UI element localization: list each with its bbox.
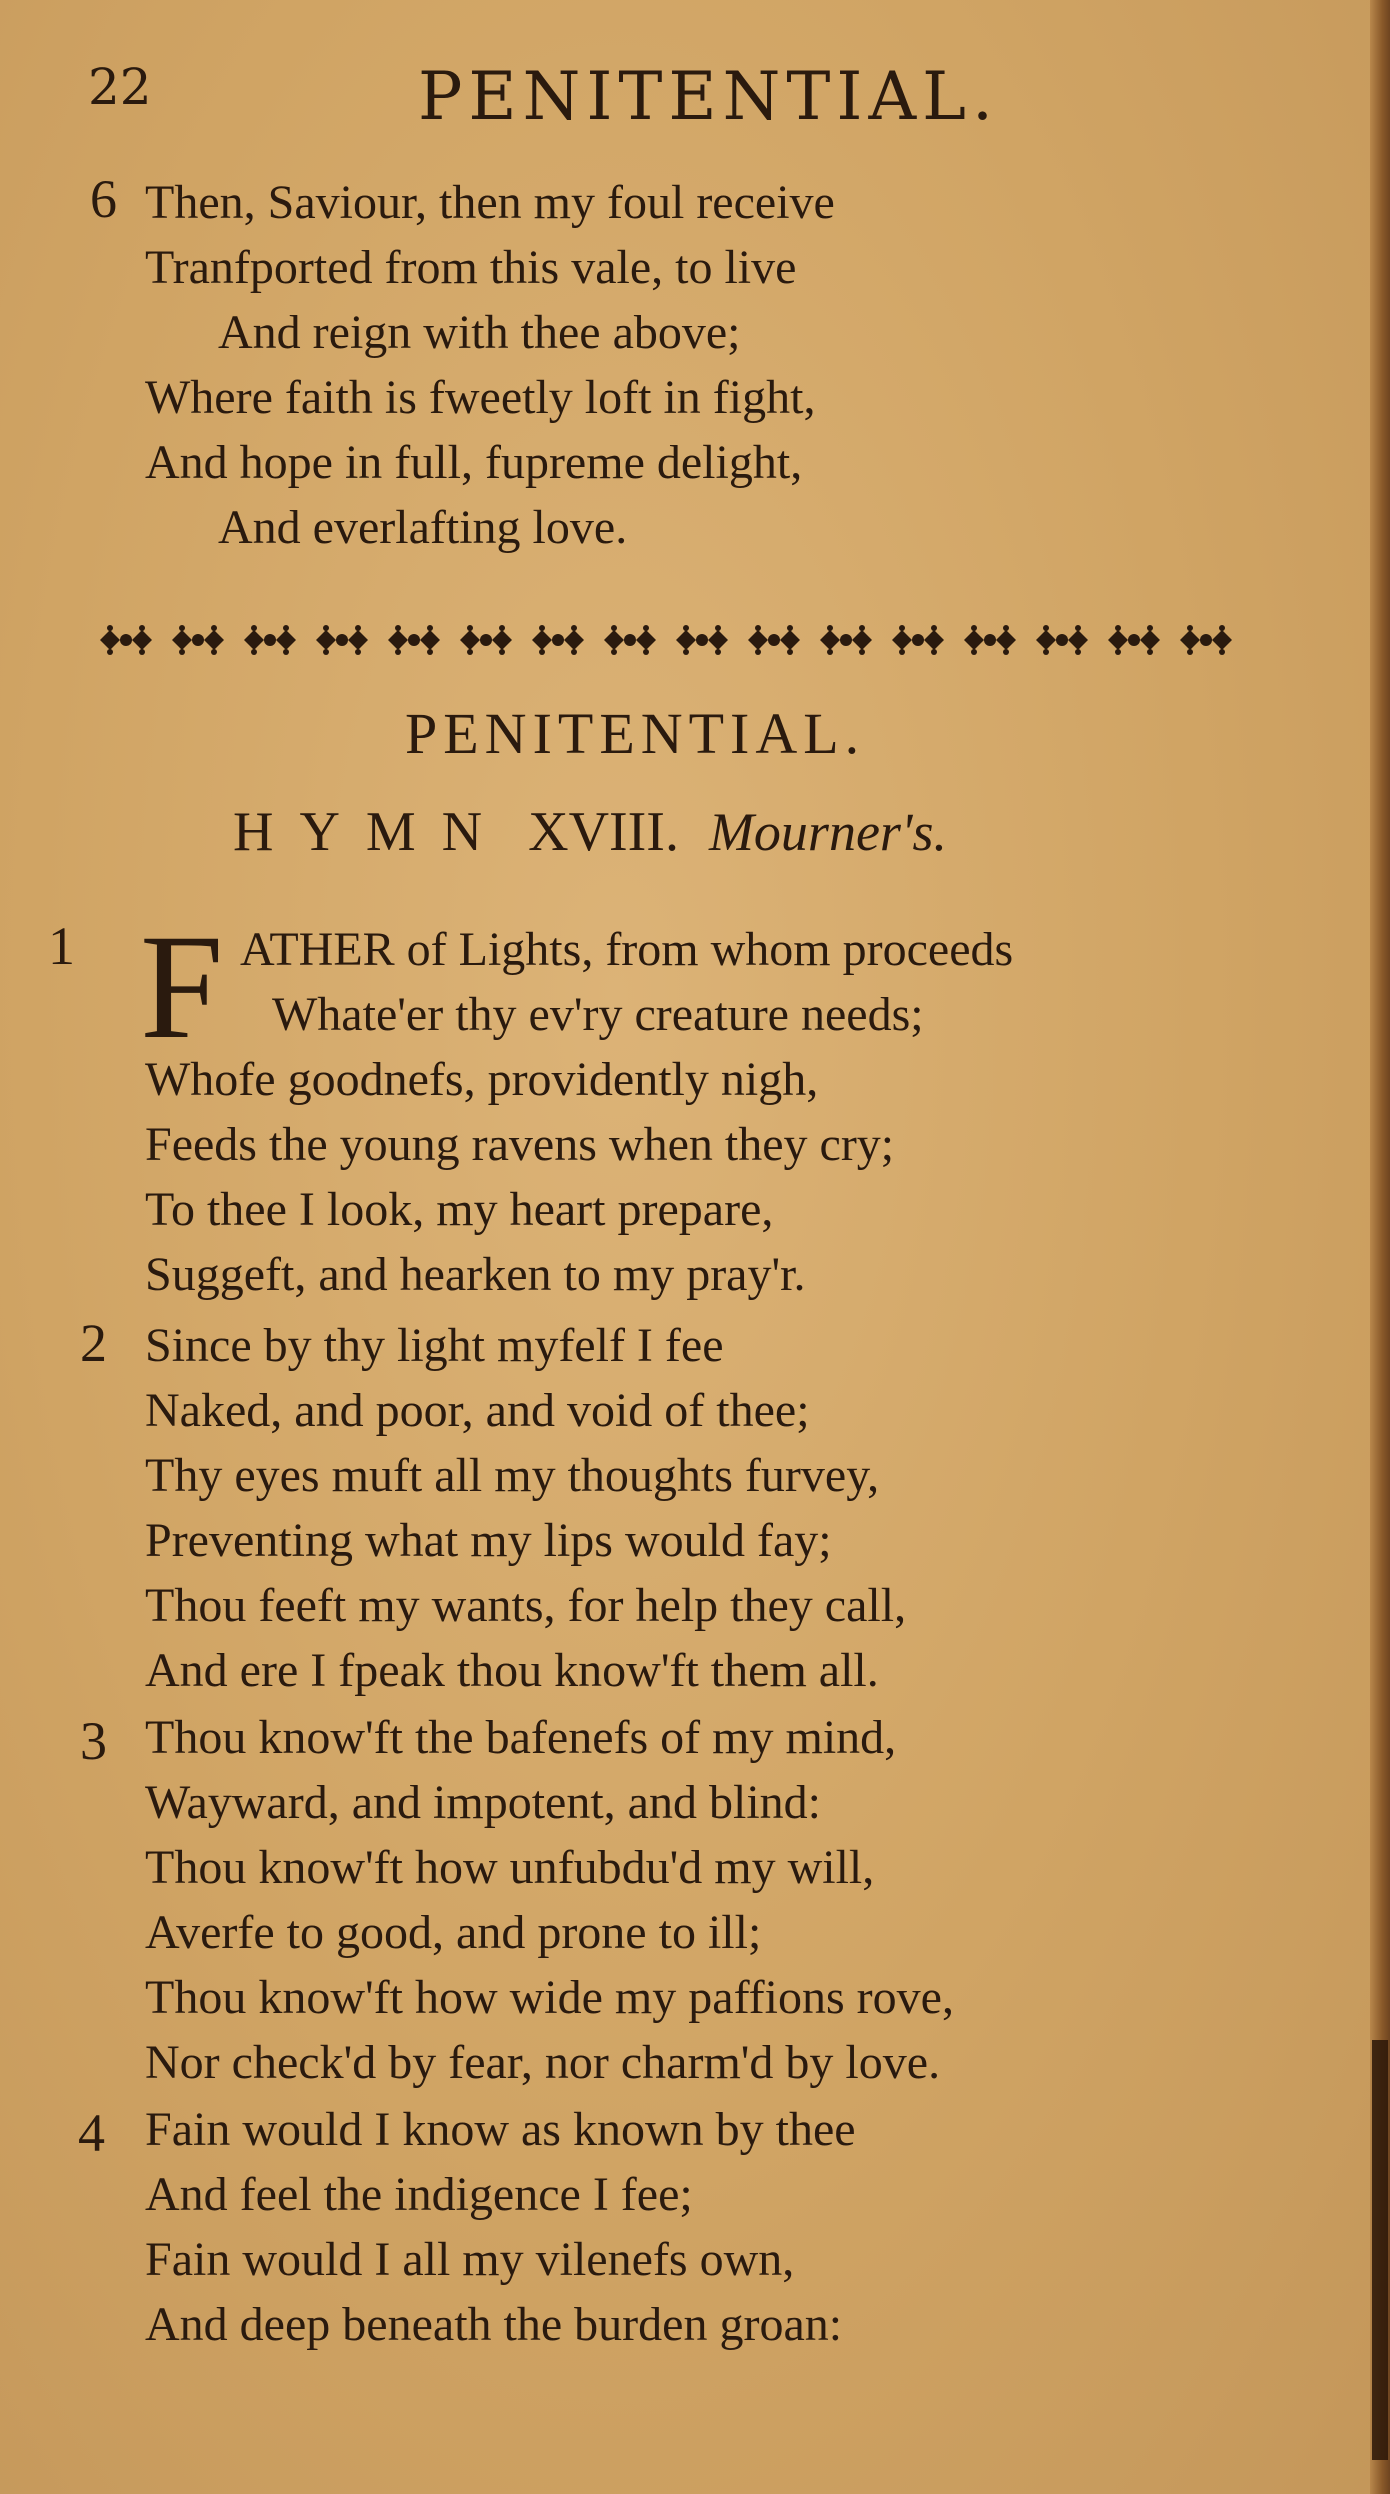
verse-line: Thou know'ft the bafenefs of my mind, — [145, 1711, 897, 1764]
verse-line: Wayward, and impotent, and blind: — [145, 1776, 821, 1829]
drop-cap: F — [140, 904, 224, 1070]
verse-line: And hope in full, fupreme delight, — [145, 436, 803, 489]
page-number: 22 — [88, 58, 152, 116]
binding-shadow — [1372, 2040, 1388, 2460]
verse-line: And feel the indigence I fee; — [145, 2168, 693, 2221]
verse-line: Whofe goodnefs, providently nigh, — [145, 1053, 819, 1106]
verse-line: Thou know'ft how unfubdu'd my will, — [145, 1841, 875, 1894]
stanza-number: 3 — [80, 1711, 107, 1771]
verse-line: Averfe to good, and prone to ill; — [145, 1906, 762, 1959]
hymn-number: XVIII. — [528, 801, 679, 863]
verse-line: Thou feeft my wants, for help they call, — [145, 1579, 907, 1632]
stanza-number: 6 — [90, 169, 117, 229]
hymn-heading — [233, 800, 947, 864]
verse-line: Nor check'd by fear, nor charm'd by love. — [145, 2036, 941, 2089]
verse-line: And everlafting love. — [218, 501, 628, 554]
hymn-label: HYMN — [233, 801, 509, 863]
verse-line: ATHER of Lights, from whom proceeds — [240, 923, 1014, 976]
verse-line: Feeds the young ravens when they cry; — [145, 1118, 895, 1171]
running-head — [88, 58, 1308, 135]
stanza-number: 2 — [80, 1313, 107, 1373]
verse-line: And deep beneath the burden groan: — [145, 2298, 843, 2351]
verse-line: Since by thy light myfelf I fee — [145, 1319, 724, 1372]
verse-line: Whate'er thy ev'ry creature needs; — [272, 988, 924, 1041]
verse-line: Fain would I know as known by thee — [145, 2103, 856, 2156]
verse-line: And ere I fpeak thou know'ft them all. — [145, 1644, 879, 1697]
tune-name: Mourner's. — [708, 802, 947, 862]
stanza-number: 1 — [48, 916, 75, 976]
verse-line: Thy eyes muft all my thoughts furvey, — [145, 1449, 880, 1502]
verse-line: Fain would I all my vilenefs own, — [145, 2233, 795, 2286]
verse-line: And reign with thee above; — [218, 306, 741, 359]
verse-line: Naked, and poor, and void of thee; — [145, 1384, 810, 1437]
verse-line: Where faith is fweetly loft in fight, — [145, 371, 816, 424]
verse-line: Preventing what my lips would fay; — [145, 1514, 832, 1567]
ornament-rule — [90, 610, 1290, 670]
verse-line: Thou know'ft how wide my paffions rove, — [145, 1971, 954, 2024]
running-title: PENITENTIAL. — [418, 58, 999, 135]
verse-line: Then, Saviour, then my foul receive — [145, 176, 835, 229]
verse-line: Suggeft, and hearken to my pray'r. — [145, 1248, 806, 1301]
section-title: PENITENTIAL. — [405, 701, 866, 766]
verse-line: Tranfported from this vale, to live — [145, 241, 797, 294]
stanza-number: 4 — [78, 2103, 105, 2163]
verse-line: To thee I look, my heart prepare, — [145, 1183, 774, 1236]
